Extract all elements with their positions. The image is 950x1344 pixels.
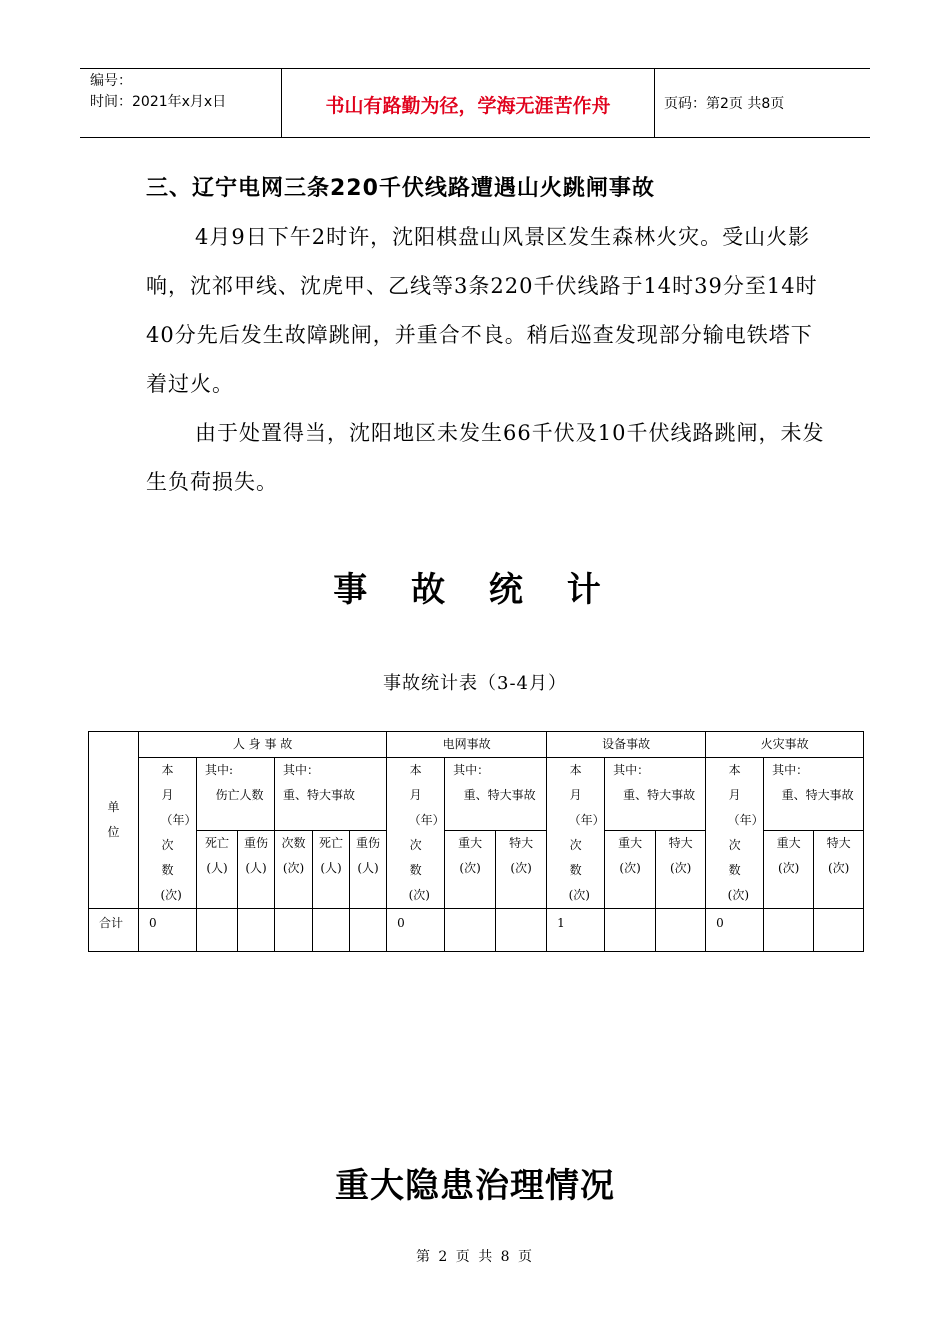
group-grid: 电网事故 (387, 732, 547, 758)
table-caption: 事故统计表（3-4月） (383, 673, 567, 694)
total-cell (764, 909, 814, 952)
header-motto: 书山有路勤为径，学海无涯苦作舟 (325, 95, 611, 117)
page-footer: 第 2 页 共 8 页 (415, 1249, 535, 1265)
table-row (89, 909, 864, 952)
grid-special-header: 特大(次) (496, 831, 547, 909)
personal-major-death-header: 死亡(人) (313, 831, 350, 909)
personal-among-casualty: 其中: 伤亡人数 (197, 758, 275, 831)
accident-stats-table (88, 731, 864, 952)
total-cell (656, 909, 706, 952)
equipment-special-header: 特大(次) (656, 831, 706, 909)
total-fire-count: 0 (706, 909, 764, 952)
stats-title: 事 故 统 计 (333, 570, 617, 610)
paragraph-2-text: 由于处置得当，沈阳地区未发生66千伏及10千伏线路跳闸，未发生负荷损失。 (146, 421, 825, 494)
header-divider (654, 69, 655, 137)
total-personal-count: 0 (139, 909, 197, 952)
total-cell (814, 909, 864, 952)
group-fire: 火灾事故 (706, 732, 864, 758)
header-time: 时间：2021年x月x日 (90, 94, 227, 110)
page-header (80, 68, 870, 138)
equipment-among-major: 其中： 重、特大事故 (605, 758, 706, 831)
header-number: 编号： (90, 73, 132, 89)
hazard-title: 重大隐患治理情况 (335, 1166, 615, 1206)
personal-major-injury-header: 重伤(人) (350, 831, 387, 909)
fire-special-header: 特大(次) (814, 831, 864, 909)
fire-among-major: 其中： 重、特大事故 (764, 758, 864, 831)
total-cell (605, 909, 656, 952)
group-personal: 人 身 事 故 (139, 732, 387, 758)
fire-count-header: 本月（年）次数(次) (706, 758, 764, 909)
total-label: 合计 (89, 909, 139, 952)
header-meta (90, 71, 226, 113)
total-cell (313, 909, 350, 952)
fire-serious-header: 重大(次) (764, 831, 814, 909)
paragraph-1-text: 4月9日下午2时许，沈阳棋盘山风景区发生森林火灾。受山火影响，沈祁甲线、沈虎甲、乙线等3条220千伏线路于14时39分至14时40分先后发生故障跳闸，并重合不良。稍后巡查发现部分输电铁塔下着过火。 (146, 225, 818, 396)
grid-count-header: 本月（年）次数(次) (387, 758, 445, 909)
total-cell (275, 909, 313, 952)
total-cell (238, 909, 275, 952)
personal-death-header: 死亡(人) (197, 831, 238, 909)
total-cell (496, 909, 547, 952)
section-paragraph-2 (146, 409, 826, 507)
group-equipment: 设备事故 (547, 732, 706, 758)
grid-serious-header: 重大(次) (445, 831, 496, 909)
total-cell (197, 909, 238, 952)
personal-among-major: 其中： 重、特大事故 (275, 758, 387, 831)
personal-count-header: 本月（年）次数(次) (139, 758, 197, 909)
total-cell (445, 909, 496, 952)
total-grid-count: 0 (387, 909, 445, 952)
equipment-serious-header: 重大(次) (605, 831, 656, 909)
section-paragraph-1 (146, 213, 826, 409)
section-title: 三、辽宁电网三条220千伏线路遭遇山火跳闸事故 (146, 176, 655, 201)
total-equipment-count: 1 (547, 909, 605, 952)
total-cell (350, 909, 387, 952)
personal-injury-header: 重伤(人) (238, 831, 275, 909)
grid-among-major: 其中： 重、特大事故 (445, 758, 547, 831)
personal-major-times-header: 次数(次) (275, 831, 313, 909)
header-page-info: 页码：第2页 共8页 (664, 96, 785, 112)
unit-header: 单位 (89, 732, 139, 909)
equipment-count-header: 本月（年）次数(次) (547, 758, 605, 909)
